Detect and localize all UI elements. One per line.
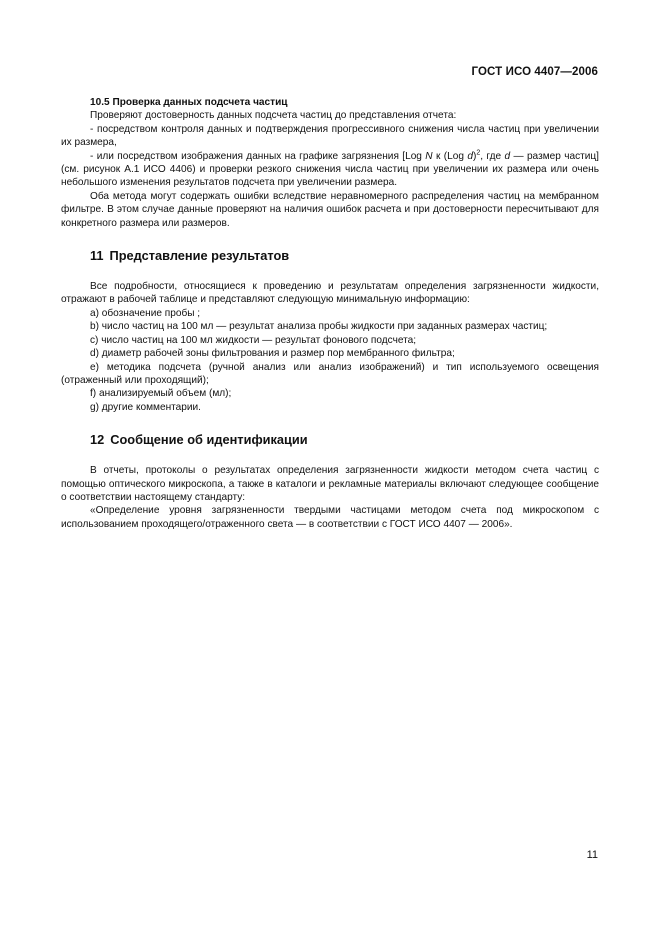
quoted-statement: «Определение уровня загрязненности твердыми частицами методом счета под микроскопом с использованием проходящего/отраженного света — в соответствии с ГОСТ ИСО 4407 — 2006». — [61, 505, 599, 530]
document-body — [61, 96, 599, 531]
section-heading-11 — [61, 248, 599, 264]
text-run: - или посредством изображения данных на графике загрязнения [Log — [90, 150, 426, 162]
variable-d: d — [467, 150, 473, 162]
list-item: f) анализируемый объем (мл); — [90, 388, 232, 400]
list-item: e) методика подсчета (ручной анализ или анализ изображений) и тип используемого освещения (отраженный или проходящий); — [61, 361, 599, 386]
text-run: ) — [472, 150, 477, 162]
text-run: — размер частиц] (см. рисунок А.1 ИСО 4406) и проверки резкого снижения числа частиц при увеличении их размера или очень небольшого изменения результатов подсчета при увеличении размера. — [61, 150, 599, 189]
section-number: 11 — [90, 248, 104, 264]
page-number: 11 — [586, 849, 598, 861]
list-item: d) диаметр рабочей зоны фильтрования и размер пор мембранного фильтра; — [90, 348, 455, 360]
text-run: к (Log — [432, 150, 468, 162]
variable-d: d — [504, 150, 511, 162]
paragraph: - посредством контроля данных и подтверждения прогрессивного снижения числа частиц при увеличении их размера, — [61, 123, 599, 149]
superscript: 2 — [476, 149, 481, 157]
variable-n: N — [425, 150, 433, 162]
section-heading-12 — [61, 432, 599, 448]
document-code-header: ГОСТ ИСО 4407—2006 — [471, 66, 598, 78]
paragraph: Все подробности, относящиеся к проведению и результатам определения загрязненности жидкости, отражают в рабочей таблице и представляют следующую минимальную информацию: — [61, 281, 599, 306]
text-run: , где — [480, 150, 505, 162]
list-item: a) обозначение пробы ; — [90, 307, 201, 319]
section-title: Представление результатов — [109, 248, 290, 264]
section-number: 12 — [90, 432, 105, 448]
paragraph-with-formula — [61, 150, 599, 190]
subsection-heading-10-5: 10.5 Проверка данных подсчета частиц — [90, 97, 288, 108]
list-item: g) другие комментарии. — [90, 401, 201, 413]
list-item: b) число частиц на 100 мл — результат анализа пробы жидкости при заданных размерах частиц; — [90, 321, 548, 333]
paragraph: Проверяют достоверность данных подсчета частиц до представления отчета: — [90, 110, 457, 122]
section-title: Сообщение об идентификации — [110, 432, 308, 448]
list-item: c) число частиц на 100 мл жидкости — результат фонового подсчета; — [90, 334, 417, 346]
paragraph: В отчеты, протоколы о результатах определения загрязненности жидкости методом счета частиц с помощью оптического микроскопа, а также в каталоги и рекламные материалы включают следующее сообщение о соответствии настоящему стандарту: — [61, 465, 599, 503]
paragraph: Оба метода могут содержать ошибки вследствие неравномерного распределения частиц на мембранном фильтре. В этом случае данные проверяют на наличия ошибок расчета и при достоверности пересчитывают для конкретного размера или размеров. — [61, 190, 599, 229]
